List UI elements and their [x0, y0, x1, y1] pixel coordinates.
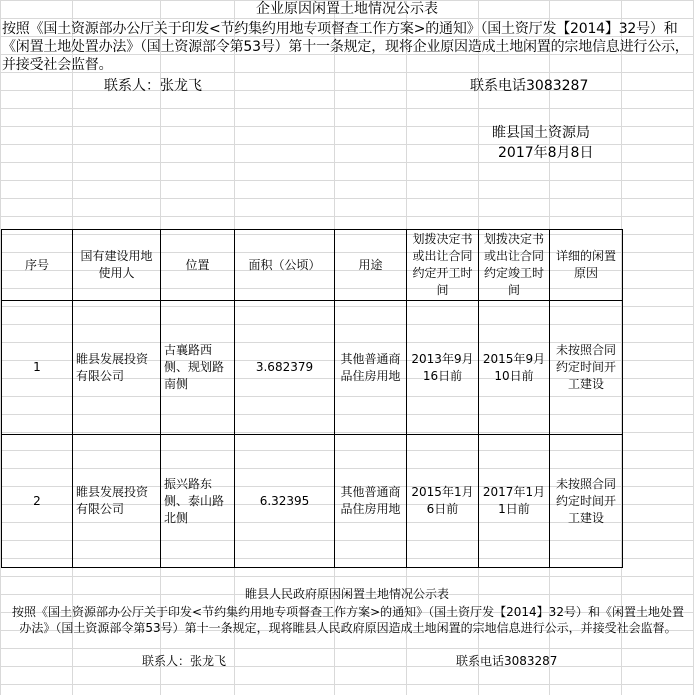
- column-header: 国有建设用地使用人: [73, 230, 161, 301]
- contact-person: 联系人：张龙飞: [104, 78, 202, 94]
- idle-land-table: [1, 229, 623, 568]
- cell-start: 2013年9月16日前: [407, 301, 479, 435]
- footer-contact-phone: 联系电话3083287: [456, 654, 558, 668]
- cell-end: 2017年1月1日前: [479, 435, 550, 568]
- column-header: 序号: [2, 230, 73, 301]
- cell-reason: 未按照合同约定时间开工建设: [550, 435, 623, 568]
- contact-phone: 联系电话3083287: [470, 78, 589, 94]
- intro-paragraph: 按照《国土资源部办公厅关于印发<节约集约用地专项督查工作方案>的通知》（国土资厅发【2014】32号）和《闲置土地处置办法》（国土资源部令第53号）第十一条规定，现将企业原因造成土地闲置的宗地信息进行公示，并接受社会监督。: [2, 21, 689, 73]
- column-header: 位置: [161, 230, 235, 301]
- cell-use: 其他普通商品住房用地: [335, 435, 407, 568]
- cell-use: 其他普通商品住房用地: [335, 301, 407, 435]
- cell-user: 睢县发展投资有限公司: [73, 435, 161, 568]
- cell-start: 2015年1月6日前: [407, 435, 479, 568]
- footer-paragraph: 按照《国土资源部办公厅关于印发<节约集约用地专项督查工作方案>的通知》（国土资厅发【2014】32号）和《闲置土地处置办法》（国土资源部令第53号）第十一条规定，现将睢县人民政府原因造成土地闲置的宗地信息进行公示，并接受社会监督。: [12, 605, 684, 635]
- column-header: 用途: [335, 230, 407, 301]
- cell-reason: 未按照合同约定时间开工建设: [550, 301, 623, 435]
- table-header-row: [2, 230, 623, 301]
- cell-end: 2015年9月10日前: [479, 301, 550, 435]
- column-header: 划拨决定书或出让合同约定竣工时间: [479, 230, 550, 301]
- cell-no: 2: [2, 435, 73, 568]
- column-header: 详细的闲置原因: [550, 230, 623, 301]
- column-header: 划拨决定书或出让合同约定开工时间: [407, 230, 479, 301]
- cell-location: 振兴路东侧、泰山路北侧: [161, 435, 235, 568]
- issue-date: 2017年8月8日: [498, 145, 594, 161]
- cell-area: 6.32395: [235, 435, 335, 568]
- footer-title: 睢县人民政府原因闲置土地情况公示表: [244, 587, 449, 601]
- cell-user: 睢县发展投资有限公司: [73, 301, 161, 435]
- cell-no: 1: [2, 301, 73, 435]
- column-header: 面积（公顷）: [235, 230, 335, 301]
- cell-area: 3.682379: [235, 301, 335, 435]
- cell-location: 古襄路西侧、规划路南侧: [161, 301, 235, 435]
- issuing-organization: 睢县国土资源局: [492, 125, 590, 141]
- footer-contact-person: 联系人：张龙飞: [142, 654, 227, 668]
- table-row: [2, 301, 623, 435]
- table-row: [2, 435, 623, 568]
- page-title: 企业原因闲置土地情况公示表: [256, 1, 438, 17]
